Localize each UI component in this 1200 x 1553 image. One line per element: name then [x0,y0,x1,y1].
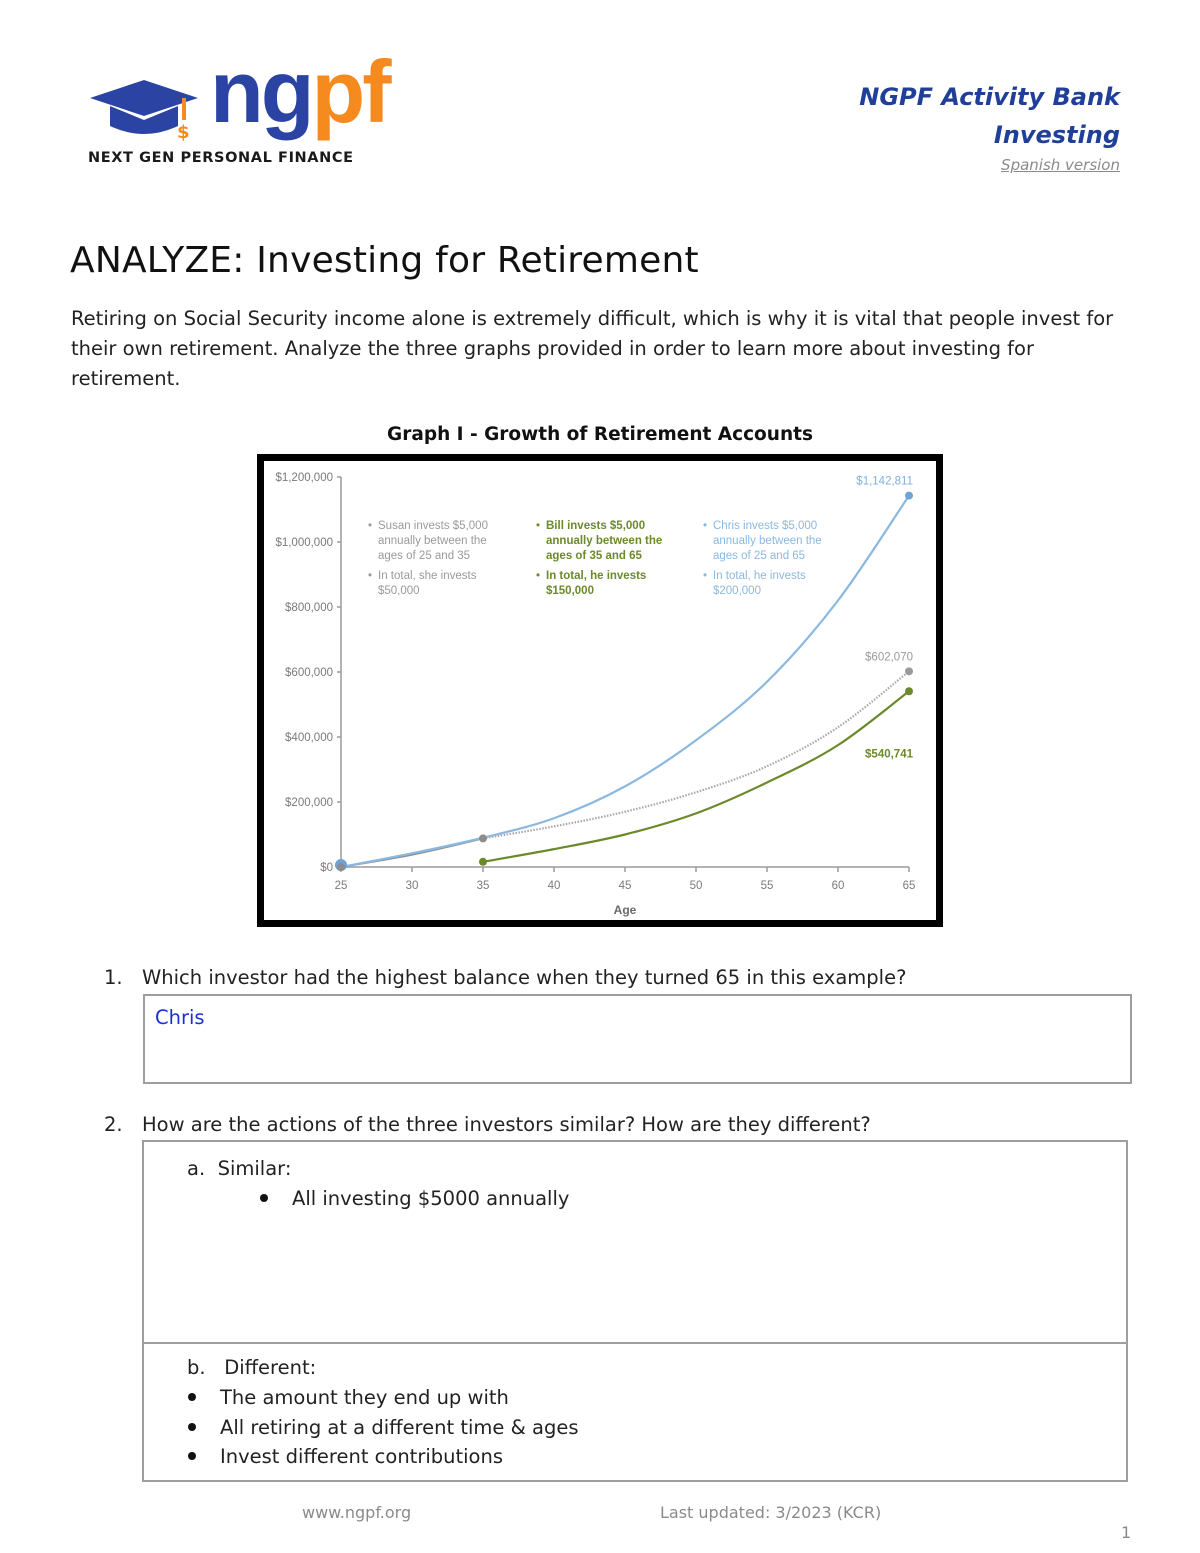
svg-text:•: • [703,520,708,532]
legend-bill: In total, he invests [546,570,647,582]
y-tick-label: $200,000 [285,797,333,809]
chris-end-label: $1,142,811 [856,475,913,488]
activity-bank-header [859,78,1120,176]
graduation-cap-icon [88,76,203,146]
legend-susan: Susan invests $5,000 [378,520,488,532]
retirement-growth-chart [257,454,943,927]
footer-website[interactable]: www.ngpf.org [302,1503,412,1522]
unit-title: Investing [993,121,1120,149]
x-tick-label: 35 [476,880,490,892]
x-tick-label: 45 [618,880,632,892]
answer-box-1[interactable] [143,994,1132,1084]
y-tick-label: $1,000,000 [275,537,333,549]
y-tick-label: $1,200,000 [275,472,333,484]
y-tick-label: $800,000 [285,602,333,614]
question-number: 1. [104,966,123,989]
svg-text:•: • [703,570,708,582]
bill-end-label: $540,741 [865,748,913,761]
y-tick-label: $600,000 [285,667,333,679]
part-b-bullet[interactable]: All retiring at a different time & ages [188,1416,579,1439]
x-tick-label: 60 [831,880,845,892]
chart-canvas [257,454,943,927]
susan-start-marker [337,863,345,871]
bullet-icon [188,1393,196,1401]
page-number: 1 [1121,1523,1132,1542]
logo-wordmark: ngpf [210,42,389,141]
x-tick-label: 40 [547,880,561,892]
page-title: ANALYZE: Investing for Retirement [70,240,699,281]
legend-susan: $50,000 [378,585,420,597]
legend-chris: $200,000 [713,585,761,597]
part-a-label: a. Similar: [187,1157,292,1180]
chris-end-marker [905,492,913,500]
legend-chris: annually between the [713,535,822,547]
bill-start-marker [479,858,487,866]
question-text: How are the actions of the three investors similar? How are they different? [142,1113,871,1136]
susan-end-marker [905,667,913,675]
bullet-icon [188,1423,196,1431]
activity-bank-title: NGPF Activity Bank [859,83,1120,111]
svg-text:•: • [368,570,373,582]
part-b-bullet[interactable]: Invest different contributions [188,1445,503,1468]
y-tick-label: $0 [320,862,333,874]
y-tick-label: $400,000 [285,732,333,744]
intro-paragraph: Retiring on Social Security income alone is extremely difficult, which is why it is vital that people invest for their own retirement. Analyze the three graphs provided in order to learn more about investing for retirement. [71,307,1114,390]
svg-text:$: $ [177,122,190,143]
x-tick-label: 65 [902,880,916,892]
svg-text:•: • [368,520,373,532]
bullet-icon [188,1452,196,1460]
part-a-bullet[interactable]: All investing $5000 annually [260,1187,569,1210]
x-tick-label: 55 [760,880,774,892]
x-axis-label: Age [613,903,637,917]
x-tick-label: 50 [689,880,703,892]
bill-end-marker [905,687,913,695]
answer-divider [144,1342,1126,1344]
x-tick-label: 30 [405,880,419,892]
legend-bill: annually between the [546,535,663,547]
legend-susan: In total, she invests [378,570,477,582]
x-tick-label: 25 [334,880,348,892]
part-b-bullet[interactable]: The amount they end up with [188,1386,509,1409]
legend-chris: In total, he invests [713,570,806,582]
question-number: 2. [104,1113,123,1136]
footer-last-updated: Last updated: 3/2023 (KCR) [660,1503,882,1522]
legend-susan: annually between the [378,535,487,547]
part-b-label: b. Different: [187,1356,317,1379]
answer-box-2[interactable] [142,1140,1128,1482]
legend-chris: ages of 25 and 65 [713,550,806,562]
graph-caption: Graph I - Growth of Retirement Accounts [387,424,813,445]
logo-tagline: NEXT GEN PERSONAL FINANCE [88,150,354,166]
svg-text:•: • [536,570,541,582]
susan-35-marker [479,834,487,842]
question-text: Which investor had the highest balance when they turned 65 in this example? [142,966,907,989]
legend-chris: Chris invests $5,000 [713,520,818,532]
legend-bill: $150,000 [546,585,594,597]
svg-text:•: • [536,520,541,532]
legend-bill: Bill invests $5,000 [546,520,646,532]
spanish-version-link[interactable]: Spanish version [1001,156,1120,174]
susan-end-label: $602,070 [865,651,913,664]
series-bill [483,691,909,862]
legend-bill: ages of 35 and 65 [546,550,642,562]
bullet-icon [260,1194,268,1202]
ngpf-logo [88,42,389,172]
legend-susan: ages of 25 and 35 [378,550,471,562]
answer-text[interactable]: Chris [155,1006,205,1029]
